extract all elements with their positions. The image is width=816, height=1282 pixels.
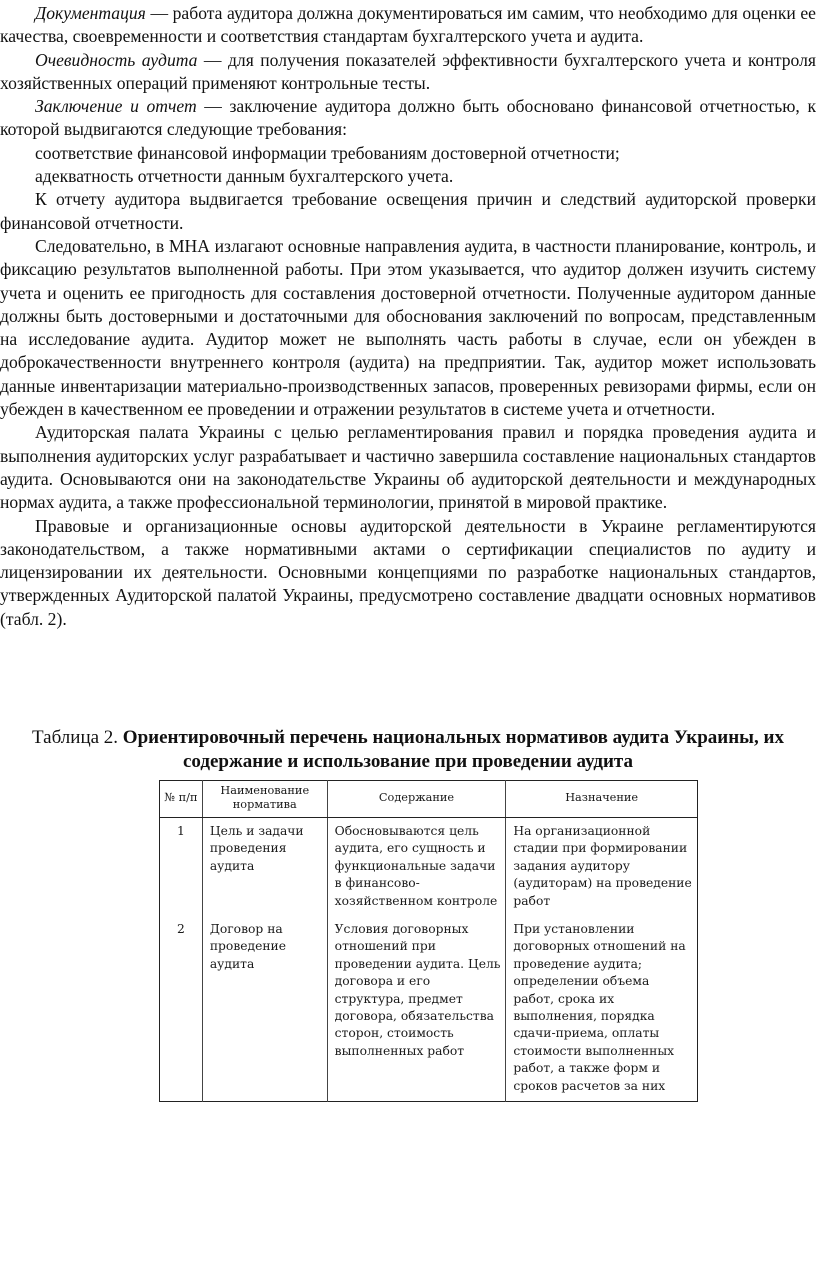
paragraph-conclusion-report — [0, 95, 816, 142]
table-caption-title: Ориентировочный перечень национальных нормативов аудита Украины, их содержание и использование при проведении аудита — [122, 727, 784, 772]
definition-documentation: — работа аудитора должна документироваться им самим, что необходимо для оценки ее качества, своевременности и соответствия стандартам бухгалтерского учета и аудита. — [0, 3, 816, 47]
definition-conclusion-report: — заключение аудитора должно быть обосновано финансовой отчетностью, к которой выдвигаются следующие требования: — [0, 96, 816, 140]
norms-table-wrapper — [159, 780, 698, 1102]
term-audit-evidence: Очевидность аудита — [35, 49, 198, 70]
cell-number: 2 — [160, 916, 203, 1102]
cell-content: Обосновываются цель аудита, его сущность и функциональные задачи в финансово-хозяйственном контроле — [327, 818, 506, 917]
requirement-item: соответствие финансовой информации требованиям достоверной отчетности; — [35, 142, 620, 163]
header-content: Содержание — [327, 781, 506, 818]
paragraph-mna-directions: Следовательно, в МНА излагают основные направления аудита, в частности планирование, контроль, и фиксацию результатов выполненной работы. При этом указывается, что аудитор должен изучить систему учета и оценить ее пригодность для составления достоверной отчетности. Полученные аудитором данные должны быть достоверными и достаточными для обоснования заключений по вопросам, представленным на исследование аудита. Аудитор может не выполнять часть работы в случае, если он убежден в доброкачественности внутреннего контроля (аудита) на предприятии. Так, аудитор может использовать данные инвентаризации материально-производственных запасов, проверенных ревизорами фирмы, если он убежден в качественном ее проведении и отражении результатов в системе учета и отчетности. — [0, 235, 816, 420]
definition-audit-evidence: — для получения показателей эффективности бухгалтерского учета и контроля хозяйственных операций применяют контрольные тесты. — [0, 49, 816, 93]
term-conclusion-report: Заключение и отчет — [35, 96, 197, 117]
paragraph-documentation — [0, 2, 816, 49]
header-purpose: Назначение — [506, 781, 698, 818]
cell-content: Условия договорных отношений при проведении аудита. Цель договора и его структура, предмет договора, обязательства сторон, стоимость выполненных работ — [327, 916, 506, 1102]
paragraph-audit-chamber: Аудиторская палата Украины с целью регламентирования правил и порядка проведения аудита и выполнения аудиторских услуг разрабатывает и частично завершила составление национальных стандартов аудита. Основываются они на законодательстве Украины об аудиторской деятельности и международных нормах аудита, а также профессиональной терминологии, принятой в мировой практике. — [0, 422, 816, 513]
requirement-item: адекватность отчетности данным бухгалтерского учета. — [35, 166, 454, 187]
table-row — [160, 916, 698, 1102]
header-name: Наименование норматива — [202, 781, 327, 818]
header-number: № п/п — [160, 781, 203, 818]
table-caption — [0, 726, 816, 774]
body-text — [0, 2, 816, 631]
table-header-row — [160, 781, 698, 818]
term-documentation: Документация — [35, 3, 146, 23]
table-caption-prefix: Таблица 2. — [32, 727, 123, 748]
paragraph-legal-basis: Правовые и организационные основы аудиторской деятельности в Украине регламентируются законодательством, а также нормативными актами о сертификации специалистов по аудиту и лицензировании их деятельности. Основными концепциями по разработке национальных стандартов, утвержденных Аудиторской палатой Украины, предусмотрено составление двадцати основных нормативов (табл. 2). — [0, 515, 816, 629]
table-row — [160, 818, 698, 917]
cell-purpose: На организационной стадии при формировании задания аудитору (аудиторам) на проведение работ — [513, 824, 692, 908]
cell-name: Договор на проведение аудита — [202, 916, 327, 1102]
cell-number: 1 — [160, 818, 203, 917]
cell-purpose: При установлении договорных отношений на проведение аудита; определении объема работ, срока их выполнения, порядка сдачи-приема, оплаты стоимости выполненных работ, а также форм и сроков расчетов за них — [513, 922, 686, 1093]
norms-table — [159, 780, 698, 1102]
paragraph-audit-evidence — [0, 49, 816, 96]
paragraph-report-requirement: К отчету аудитора выдвигается требование освещения причин и следствий аудиторской проверки финансовой отчетности. — [0, 189, 816, 233]
cell-name: Цель и задачи проведения аудита — [202, 818, 327, 917]
